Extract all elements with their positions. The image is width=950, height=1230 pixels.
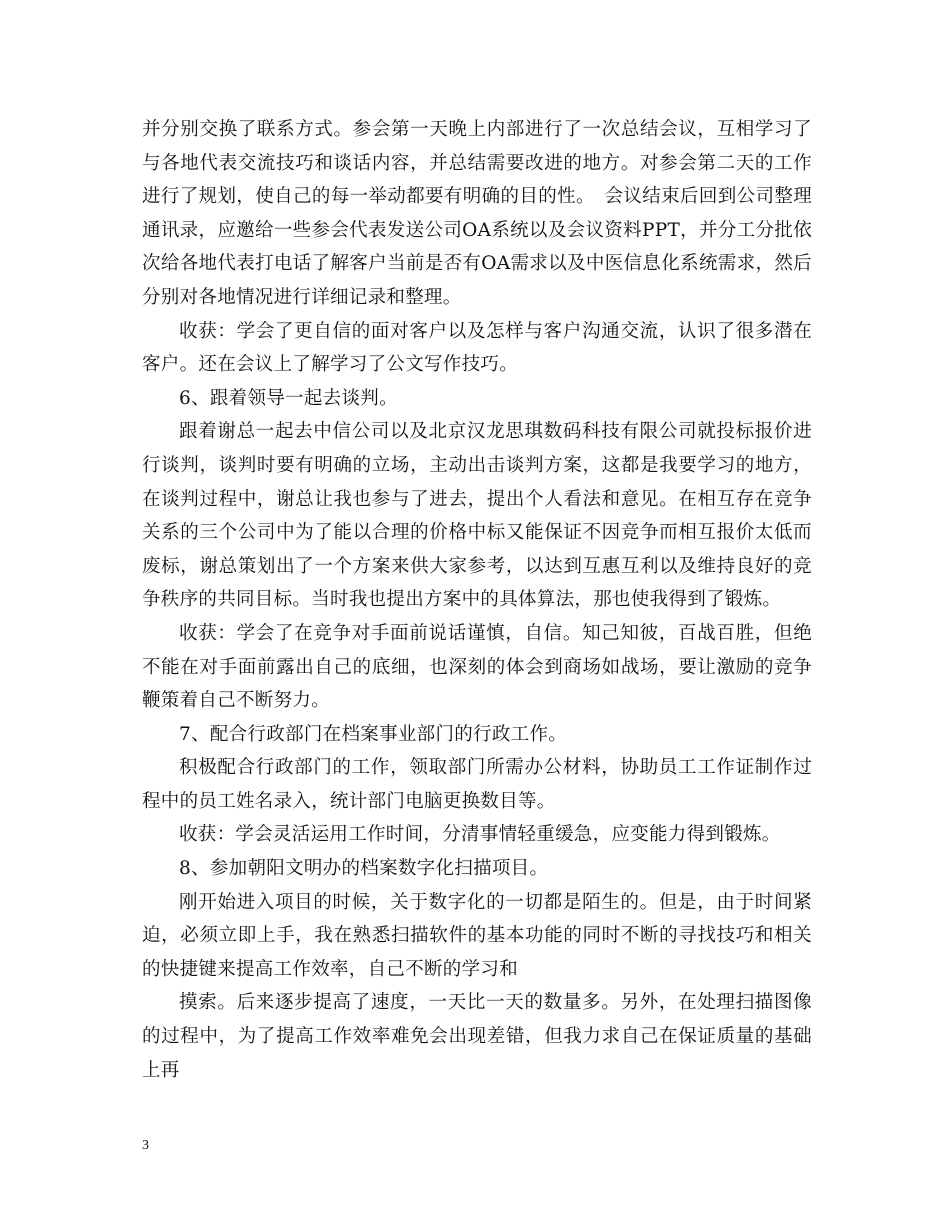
- document-body: [142, 113, 812, 1087]
- section-heading-7: 7、配合行政部门在档案事业部门的行政工作。: [179, 723, 568, 745]
- paragraph-1: 并分别交换了联系方式。参会第一天晚上内部进行了一次总结会议，互相学习了与各地代表交流技巧和谈话内容，并总结需要改进的地方。对参会第二天的工作进行了规划，使自己的每一举动都要有明确的目的性。 会议结束后回到公司整理通讯录，应邀给一些参会代表发送公司OA系统以及会议资料PPT，并分工分批依次给各地代表打电话了解客户当前是否有OA需求以及中医信息化系统需求，然后分别对各地情况进行详细记录和整理。: [142, 119, 812, 308]
- paragraph-3: 跟着谢总一起去中信公司以及北京汉龙思琪数码科技有限公司就投标报价进行谈判，谈判时要有明确的立场，主动出击谈判方案，这都是我要学习的地方，在谈判过程中，谢总让我也参与了进去，提出个人看法和意见。在相互存在竞争关系的三个公司中为了能以合理的价格中标又能保证不因竞争而相互报价太低而废标，谢总策划出了一个方案来供大家参考，以达到互惠互利以及维持良好的竞争秩序的共同目标。当时我也提出方案中的具体算法，那也使我得到了锻炼。: [142, 421, 812, 611]
- paragraph-5: 积极配合行政部门的工作，领取部门所需办公材料，协助员工工作证制作过程中的员工姓名录入，统计部门电脑更换数目等。: [142, 757, 812, 812]
- section-heading-8: 8、参加朝阳文明办的档案数字化扫描项目。: [179, 858, 549, 880]
- paragraph-7: 刚开始进入项目的时候，关于数字化的一切都是陌生的。但是，由于时间紧迫，必须立即上手，我在熟悉扫描软件的基本功能的同时不断的寻找技巧和相关的快捷键来提高工作效率，自己不断的学习和: [142, 891, 812, 980]
- paragraph-4: 收获：学会了在竞争对手面前说话谨慎，自信。知己知彼，百战百胜，但绝不能在对手面前露出自己的底细，也深刻的体会到商场如战场，要让激励的竞争鞭策着自己不断努力。: [142, 622, 812, 712]
- page-number: 3: [142, 1138, 149, 1153]
- section-heading-6: 6、跟着领导一起去谈判。: [179, 387, 398, 409]
- paragraph-2: 收获：学会了更自信的面对客户以及怎样与客户沟通交流，认识了很多潜在客户。还在会议上了解学习了公文写作技巧。: [142, 320, 812, 376]
- paragraph-6: 收获：学会灵活运用工作时间，分清事情轻重缓急，应变能力得到锻炼。: [179, 824, 781, 846]
- paragraph-8: 摸索。后来逐步提高了速度，一天比一天的数量多。另外，在处理扫描图像的过程中，为了提高工作效率难免会出现差错，但我力求自己在保证质量的基础上再: [142, 992, 812, 1081]
